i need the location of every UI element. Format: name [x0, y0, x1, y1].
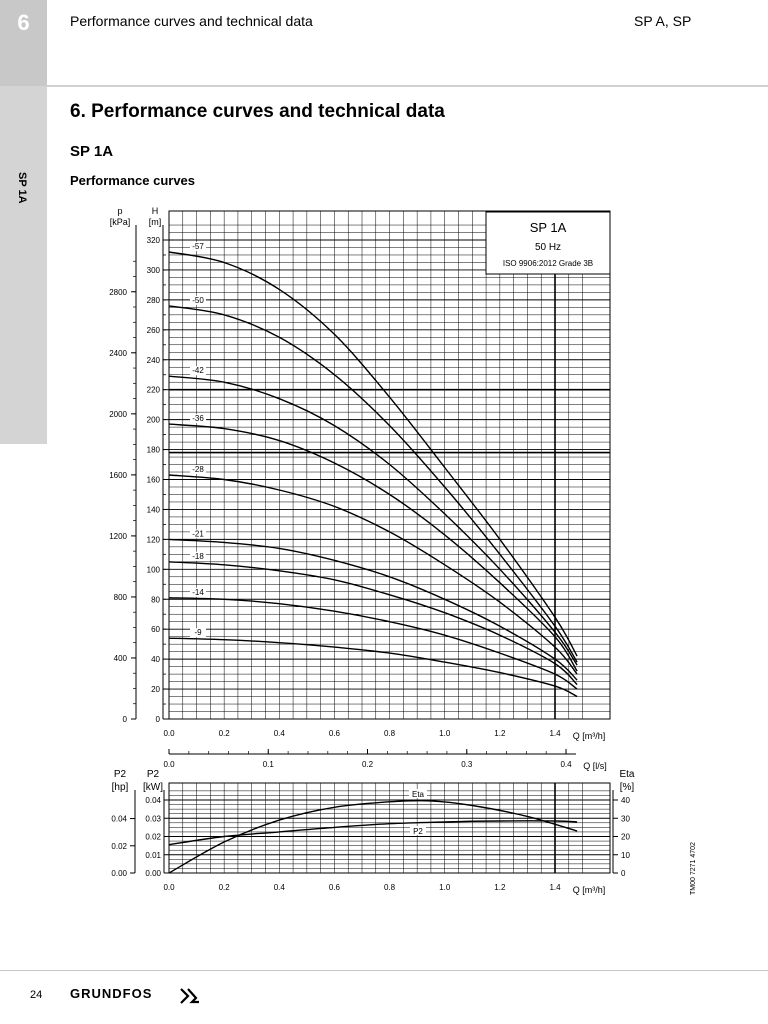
footer-divider [0, 970, 768, 971]
kw-tick-label: 0.04 [145, 796, 161, 805]
chapter-number: 6 [0, 0, 47, 86]
head-curve-57 [169, 252, 577, 656]
legend-freq: 50 Hz [534, 242, 562, 253]
m-tick-label: 40 [151, 655, 160, 665]
x-tick-label: 0.8 [384, 729, 396, 738]
p-x-tick-label: 0.0 [163, 883, 175, 892]
kw-tick-label: 0.02 [145, 832, 161, 842]
ls-tick-label: 0.1 [262, 760, 274, 769]
m-tick-label: 160 [146, 475, 160, 485]
p-x-tick-label: 1.2 [494, 883, 506, 892]
y-label-eta: Eta [619, 769, 635, 780]
m-tick-label: 80 [151, 595, 160, 605]
y-label-p2-kw-unit: [kW] [143, 782, 163, 793]
p-x-tick-label: 0.8 [384, 883, 396, 892]
y-label-h: H [151, 206, 159, 216]
m-tick-label: 20 [151, 685, 160, 695]
p-x-axis-label: Q [m³/h] [572, 885, 606, 895]
x-axis-label: Q [m³/h] [572, 731, 606, 741]
header-title: Performance curves and technical data [70, 13, 313, 29]
y-label-p: p [117, 206, 123, 216]
kw-tick-label: 0.00 [145, 869, 161, 878]
y-label-p2-kw: P2 [146, 769, 160, 780]
m-tick-label: 300 [146, 265, 160, 275]
x-tick-label: 0.0 [163, 729, 175, 738]
ls-tick-label: 0.0 [163, 760, 175, 769]
x-tick-label: 0.2 [218, 729, 230, 738]
legend-standard: ISO 9906:2012 Grade 3B [502, 259, 594, 268]
kw-tick-label: 0.01 [145, 850, 161, 860]
p-x-tick-label: 0.6 [328, 883, 340, 892]
kpa-tick-label: 2400 [109, 348, 127, 358]
side-tab-label: SP 1A [16, 172, 28, 204]
curve-label: -36 [192, 414, 204, 424]
y-label-p-unit: [kPa] [109, 217, 131, 227]
p-x-tick-label: 1.0 [439, 883, 451, 892]
curve-label: -9 [194, 628, 202, 638]
m-tick-label: 240 [146, 355, 160, 365]
m-tick-label: 0 [155, 715, 160, 724]
curve-label: -18 [192, 551, 204, 561]
drawing-code: TM00 7271 4702 [690, 842, 697, 895]
section-title: SP 1A [70, 143, 114, 160]
eta-curve-label: Eta [411, 790, 425, 799]
m-tick-label: 260 [146, 325, 160, 335]
header-product: SP A, SP [634, 13, 692, 29]
x-tick-label: 1.2 [494, 729, 506, 738]
y-label-eta-unit: [%] [619, 782, 635, 793]
x-tick-label: 1.0 [439, 729, 451, 738]
curve-label: -28 [192, 465, 204, 475]
p-x-tick-label: 1.4 [549, 883, 561, 892]
kpa-tick-label: 400 [113, 653, 127, 663]
legend-title: SP 1A [529, 220, 567, 235]
subsection-title: Performance curves [70, 173, 196, 188]
m-tick-label: 120 [146, 535, 160, 545]
kw-tick-label: 0.03 [145, 814, 161, 824]
eta-tick-label: 30 [621, 814, 630, 824]
grundfos-logo: GRUNDFOS [70, 986, 153, 1001]
x-tick-label: 0.4 [273, 729, 285, 738]
p2-curve-label: P2 [413, 827, 423, 836]
p-x-tick-label: 0.4 [273, 883, 285, 892]
m-tick-label: 220 [146, 385, 160, 395]
x-tick-label: 1.4 [549, 729, 561, 738]
eta-tick-label: 20 [621, 832, 630, 842]
hp-tick-label: 0.04 [111, 814, 127, 824]
head-curve-9 [169, 638, 577, 696]
m-tick-label: 320 [146, 236, 160, 245]
grundfos-mark-icon [181, 989, 199, 1003]
eta-tick-label: 40 [621, 796, 630, 805]
kpa-tick-label: 2000 [109, 409, 127, 419]
ls-tick-label: 0.2 [361, 760, 374, 769]
page-title: 6. Performance curves and technical data [70, 101, 445, 122]
y-label-h-unit: [m] [148, 217, 162, 227]
m-tick-label: 140 [146, 505, 160, 515]
y-label-p2-hp-unit: [hp] [111, 782, 129, 793]
ls-tick-label: 0.4 [560, 760, 572, 769]
curve-label: -50 [192, 295, 204, 305]
m-tick-label: 60 [151, 625, 160, 635]
p-x-tick-label: 0.2 [218, 883, 230, 892]
m-tick-label: 180 [146, 445, 160, 455]
kpa-tick-label: 1600 [109, 470, 127, 480]
ls-axis-label: Q [l/s] [583, 761, 607, 771]
head-curve-36 [169, 424, 577, 671]
eta-tick-label: 10 [621, 850, 630, 860]
eta-tick-label: 0 [621, 869, 626, 878]
ls-tick-label: 0.3 [461, 760, 473, 769]
m-tick-label: 100 [146, 565, 160, 575]
curve-label: -42 [192, 366, 204, 376]
x-tick-label: 0.6 [328, 729, 340, 738]
hp-tick-label: 0.02 [111, 841, 127, 851]
page-number: 24 [30, 989, 43, 1001]
kpa-tick-label: 1200 [109, 531, 127, 541]
curve-label: -57 [192, 241, 204, 251]
kpa-tick-label: 2800 [109, 287, 127, 297]
curve-label: -14 [192, 587, 204, 597]
y-label-p2-hp: P2 [113, 769, 127, 780]
m-tick-label: 280 [146, 295, 160, 305]
kpa-tick-label: 0 [122, 715, 127, 724]
head-curve-18 [169, 562, 577, 685]
hp-tick-label: 0.00 [111, 869, 127, 878]
kpa-tick-label: 800 [113, 592, 127, 602]
m-tick-label: 200 [146, 415, 160, 425]
curve-label: -21 [192, 529, 204, 539]
